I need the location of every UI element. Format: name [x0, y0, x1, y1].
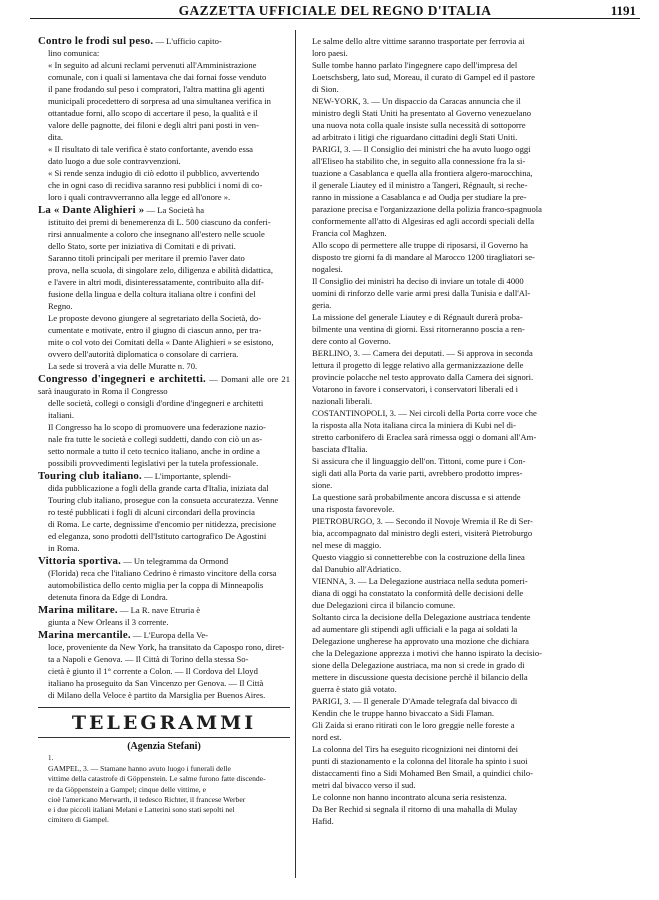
text-line [38, 336, 290, 348]
line-text: geria. [312, 300, 332, 310]
text-line [38, 641, 290, 653]
text-line [38, 35, 290, 47]
line-text: disposto tre giorni fa di mandare al Marocco 1200 tiragliatori se- [312, 252, 535, 262]
text-line [38, 47, 290, 59]
text-line [38, 604, 290, 616]
line-text: metri dal bivacco verso il sud. [312, 780, 416, 790]
text-line [302, 83, 592, 95]
text-line [302, 779, 592, 791]
line-text: una nuova nota colla quale insiste sulla necessità di sottoporre [312, 120, 526, 130]
line-text: di Milano della Veloce è partito da Marsiglia per Buenos Aires. [48, 690, 266, 700]
text-line [38, 119, 290, 131]
text-line [38, 457, 290, 469]
article-marina-militare [38, 604, 290, 628]
text-line [38, 785, 290, 795]
line-text: — L'importante, splendi- [144, 471, 231, 481]
line-text: e i due piccoli italiani Melani e Latterini sono stati sepolti nel [48, 805, 235, 815]
text-line [302, 659, 592, 671]
line-text: La questione sarà probabilmente ancora discussa e si attende [312, 492, 521, 502]
line-text: distaccamenti fino a Sidi Mohamed Ben Smail, a quindici chilo- [312, 768, 534, 778]
line-text: loro i quali contravverranno alla legge ed all'onore ». [48, 192, 231, 202]
text-line [302, 479, 592, 491]
text-line [38, 494, 290, 506]
text-line [302, 215, 592, 227]
text-line [38, 167, 290, 179]
line-text: nord est. [312, 732, 342, 742]
line-text: Le colonne non hanno incontrato alcuna seria resistenza. [312, 792, 507, 802]
text-line [302, 191, 592, 203]
text-line [38, 506, 290, 518]
line-text: comunale, con i quali si lamentava che dai fornai fosse venduto [48, 72, 267, 82]
text-line [302, 347, 592, 359]
telegram-gampel [38, 764, 290, 826]
article-heading: Touring club italiano. [38, 470, 142, 482]
text-line [302, 599, 592, 611]
text-line [302, 95, 592, 107]
line-text: PARIGI, 3. — Il generale D'Amade telegrafa dal bivacco di [312, 696, 518, 706]
text-line [38, 131, 290, 143]
line-text: ministro degli Stati Uniti ha presentato al Governo venezuelano [312, 108, 532, 118]
line-text: ad aumentare gli stipendi agli ufficiali e la paga ai soldati la [312, 624, 518, 634]
line-text: sione. [312, 480, 333, 490]
text-line [302, 815, 592, 827]
line-text: sione della Delegazione austriaca, ma non si crede in grado di [312, 660, 525, 670]
line-text: che in ogni caso di recidiva saranno resi pubblici i nomi di co- [48, 180, 263, 190]
text-line [302, 743, 592, 755]
line-text: nogalesi. [312, 264, 343, 274]
text-line [302, 203, 592, 215]
line-text: mite o col voto dei Comitati della « Dante Alighieri » se esistono, [48, 337, 274, 347]
text-line [38, 567, 290, 579]
text-line [38, 482, 290, 494]
line-text: ta a Napoli e Genova. — Il Città di Torino della stessa So- [48, 654, 249, 664]
line-text: cioè l'americano Merwarth, il tedesco Richter, il francese Werber [48, 794, 246, 804]
text-line [38, 530, 290, 542]
text-line [302, 359, 592, 371]
text-line [302, 287, 592, 299]
telegrammi-banner [38, 707, 290, 738]
text-line [302, 47, 592, 59]
text-line [38, 555, 290, 567]
text-line [302, 419, 592, 431]
line-text: Regno. [48, 301, 73, 311]
text-line [38, 83, 290, 95]
line-text: — L'ufficio capito- [155, 36, 222, 46]
article-heading: La « Dante Alighieri » [38, 204, 145, 216]
line-text: dida pubblicazione a fogli della grande carta d'Italia, iniziata dal [48, 483, 269, 493]
text-line [302, 503, 592, 515]
line-text: Questo viaggio si connetterebbe con la costruzione della linea [312, 552, 525, 562]
line-text: municipali procedettero di sorpresa ad una simultanea verifica in [48, 96, 271, 106]
line-text: mettere in discussione questa decisione perchè il bilancio della [312, 672, 528, 682]
line-text: — L'Europa della Ve- [132, 630, 209, 640]
article-heading: Congresso d'ingegneri e architetti. [38, 373, 206, 385]
text-line [302, 407, 592, 419]
text-line [38, 764, 290, 774]
line-text: GAMPEL, 3. — Stamane hanno avuto luogo i funerali delle [48, 764, 231, 773]
line-text: La colonna del Tirs ha eseguito ricognizioni nei dintorni dei [312, 744, 518, 754]
line-text: cietà è giunto il 1° corrente a Colon. — Il Cordova del Lloyd [48, 666, 258, 676]
line-text: all'Eliseo ha stabilito che, in seguito alla connessione fra la si- [312, 156, 526, 166]
line-text: ed eleganza, sono prodotti dell'Istituto cartografico De Agostini [48, 531, 267, 541]
text-line [302, 719, 592, 731]
text-line [302, 563, 592, 575]
text-line [302, 179, 592, 191]
article-marina-mercantile [38, 629, 290, 701]
text-line [38, 689, 290, 701]
text-line [38, 204, 290, 216]
text-line [38, 300, 290, 312]
line-text: (Florida) reca che l'italiano Cedrino è rimasto vincitore della corsa [48, 568, 277, 578]
line-text: « Il risultato di tale verifica è stato confortante, avendo essa [48, 144, 253, 154]
text-line [38, 348, 290, 360]
text-line [302, 71, 592, 83]
text-line [302, 119, 592, 131]
line-text: Da Ber Rechid si segnala il ritorno di una mahalla di Mulay [312, 804, 518, 814]
line-text: uomini di rinforzo delle varie armi presi dalla Tunisia e dall'Al- [312, 288, 531, 298]
text-line [302, 527, 592, 539]
line-text: basciata d'Italia. [312, 444, 368, 454]
line-text: di Sion. [312, 84, 339, 94]
text-line [302, 683, 592, 695]
line-text: stretto carbonifero di Eraclea sarà rimessa oggi o domani all'Am- [312, 432, 537, 442]
line-text: ad arbitrato i litigi che riguardano cittadini degli Stati Uniti. [312, 132, 518, 142]
text-line [38, 179, 290, 191]
text-line [302, 371, 592, 383]
text-line [38, 433, 290, 445]
line-text: — La Società ha [146, 205, 205, 215]
line-text: conformemente all'atto di Algesiras ed agli accordi speciali della [312, 216, 535, 226]
line-text: Sulle tombe hanno parlato l'ingegnere capo dell'impresa del [312, 60, 518, 70]
text-line [302, 695, 592, 707]
text-line [302, 35, 592, 47]
line-text: La sede si troverà a via delle Muratte n. 70. [48, 361, 198, 371]
line-text: La missione del generale Liautey e di Régnault durerà proba- [312, 312, 523, 322]
line-text: prova, nella scuola, di singolare zelo, diligenza e abilità didattica, [48, 265, 274, 275]
line-text: Francia col Maghzen. [312, 228, 387, 238]
line-text: ottantadue forni, allo scopo di accertare il peso, la qualità e il [48, 108, 258, 118]
text-line [38, 373, 290, 397]
line-text: Si assicura che il linguaggio dell'on. Tittoni, come pure i Con- [312, 456, 526, 466]
line-text: dita. [48, 132, 64, 142]
line-text: il generale Liautey ed il ministro a Tangeri, Régnault, si reche- [312, 180, 528, 190]
text-line [302, 611, 592, 623]
text-line [38, 815, 290, 825]
line-text: loce, proveniente da New York, ha transitato da Capospo rono, diret- [48, 642, 285, 652]
text-line [38, 240, 290, 252]
text-line [38, 324, 290, 336]
text-line [38, 143, 290, 155]
line-text: e l'avere in altri modi, disinteressatamente, contribuito alla dif- [48, 277, 264, 287]
text-line [302, 455, 592, 467]
left-column [38, 34, 290, 826]
line-text: Touring club italiano, prosegue con la consueta accuratezza. Venne [48, 495, 279, 505]
text-line [38, 629, 290, 641]
line-text: ranno in missione a Casablanca e ad Oudja per studiare la pre- [312, 192, 527, 202]
text-line [38, 107, 290, 119]
text-line [302, 107, 592, 119]
agency-mark: 1. [48, 754, 54, 762]
telegrams-continued [302, 35, 592, 827]
line-text: italiano ha proseguito da San Vincenzo per Genova. — Il Città [48, 678, 264, 688]
text-line [38, 445, 290, 457]
agency-label: (Agenzia Stefani) [127, 741, 201, 752]
text-line [302, 707, 592, 719]
text-line [302, 395, 592, 407]
line-text: dato luogo a due sole contravvenzioni. [48, 156, 181, 166]
page-header [30, 0, 640, 19]
text-line [302, 443, 592, 455]
line-text: NEW-YORK, 3. — Un dispaccio da Caracas annuncia che il [312, 96, 521, 106]
text-line [302, 227, 592, 239]
text-line [38, 276, 290, 288]
article-vittoria-sportiva [38, 555, 290, 603]
line-text: che la Delegazione apprezza i motivi che hanno ispirato la decisio- [312, 648, 543, 658]
line-text: delle società, collegi o consigli d'ordine d'ingegneri e architetti [48, 398, 264, 408]
line-text: re da Göppenstein a Gampel; cinque delle vittime, e [48, 784, 206, 794]
text-line [38, 397, 290, 409]
text-line [38, 264, 290, 276]
text-line [38, 216, 290, 228]
text-line [302, 131, 592, 143]
line-text: Il Congresso ha lo scopo di promuovere una federazione nazio- [48, 422, 266, 432]
text-line [302, 275, 592, 287]
text-line [38, 191, 290, 203]
line-text: ro testé pubblicati i fogli di alcuni circondari della provincia [48, 507, 255, 517]
text-line [302, 755, 592, 767]
line-text: la risposta alla Nota italiana circa la miniera di Kubi nel di- [312, 420, 517, 430]
article-heading: Marina mercantile. [38, 629, 131, 641]
text-line [302, 635, 592, 647]
line-text: nel mese di maggio. [312, 540, 382, 550]
line-text: — La R. nave Etruria è [119, 605, 201, 615]
text-line [302, 767, 592, 779]
text-line [302, 59, 592, 71]
text-line [302, 575, 592, 587]
line-text: Delegazione ungherese ha approvato una mozione che dichiara [312, 636, 529, 646]
text-line [38, 774, 290, 784]
text-line [302, 803, 592, 815]
text-line [302, 299, 592, 311]
line-text: Allo scopo di permettere alle truppe di riposarsi, il Governo ha [312, 240, 528, 250]
text-line [38, 542, 290, 554]
line-text: « Si rende senza indugio di ciò edotto il pubblico, avvertendo [48, 168, 260, 178]
line-text: lettura il progetto di legge relativo alla germanizzazione delle [312, 360, 524, 370]
text-line [38, 312, 290, 324]
text-line [38, 155, 290, 167]
line-text: tuazione a Casablanca e quella alla frontiera algero-marocchina, [312, 168, 533, 178]
line-text: Loetschsberg, lato sud, Moreau, il curato di Gampel ed il pastore [312, 72, 535, 82]
text-line [38, 591, 290, 603]
text-line [302, 491, 592, 503]
text-line [38, 470, 290, 482]
text-line [38, 71, 290, 83]
line-text: Le salme dello altre vittime saranno trasportate per ferrovia ai [312, 36, 525, 46]
line-text: COSTANTINOPOLI, 3. — Nei circoli della Porta corre voce che [312, 408, 537, 418]
line-text: — Un telegramma da Ormond [123, 556, 229, 566]
text-line [38, 616, 290, 628]
text-line [38, 518, 290, 530]
text-line [38, 665, 290, 677]
line-text: nale fra tutte le società e collegi suddetti, dando con ciò un as- [48, 434, 263, 444]
line-text: Kendin che le truppe hanno bivaccato a Sidi Flaman. [312, 708, 495, 718]
line-text: dal Danubio all'Adriatico. [312, 564, 402, 574]
article-heading: Marina militare. [38, 604, 118, 616]
text-line [302, 731, 592, 743]
text-line [38, 228, 290, 240]
article-dante-alighieri [38, 204, 290, 372]
line-text: il pane frodando sul peso i compratori, l'altra mattina gli agenti [48, 84, 265, 94]
text-line [302, 167, 592, 179]
line-text: in Roma. [48, 543, 80, 553]
line-text: Soltanto circa la decisione della Delegazione austriaca tendente [312, 612, 531, 622]
text-line [38, 288, 290, 300]
line-text: sigli dati alla Porta da varie parti, avrebbero prodotto impres- [312, 468, 523, 478]
line-text: BERLINO, 3. — Camera dei deputati. — Si approva in seconda [312, 348, 533, 358]
text-line [38, 805, 290, 815]
text-line [302, 587, 592, 599]
line-text: PIETROBURGO, 3. — Secondo il Novoje Wremia il Re di Ser- [312, 516, 533, 526]
text-line [38, 579, 290, 591]
text-line [302, 467, 592, 479]
line-text: detenuta finora da Edge di Londra. [48, 592, 168, 602]
text-line [302, 671, 592, 683]
text-line [302, 143, 592, 155]
line-text: — Domani alle ore 21 sarà inaugurato in Roma il Congresso [38, 374, 290, 396]
text-line [38, 653, 290, 665]
text-line [302, 791, 592, 803]
line-text: possibili provvedimenti legislativi per la tutela professionale. [48, 458, 259, 468]
text-line [38, 409, 290, 421]
text-line [302, 263, 592, 275]
line-text: VIENNA, 3. — La Delegazione austriaca nella seduta pomeri- [312, 576, 528, 586]
line-text: nazionali liberali. [312, 396, 373, 406]
text-line [38, 421, 290, 433]
line-text: setto normale a tutto il ceto tecnico italiano, anche in ordine a [48, 446, 260, 456]
line-text: PARIGI, 3. — Il Consiglio dei ministri che ha avuto luogo oggi [312, 144, 531, 154]
line-text: ovvero dell'autorità diplomatica o consolare di carriera. [48, 349, 239, 359]
line-text: parazione precisa e l'organizzazione della polizia franco-spagnuola [312, 204, 542, 214]
text-line [302, 431, 592, 443]
line-text: dello Stato, sorte per iniziativa di Comitati e di privati. [48, 241, 236, 251]
article-congresso [38, 373, 290, 469]
line-text: Il Consiglio dei ministri ha deciso di inviare un totale di 4000 [312, 276, 524, 286]
right-column [302, 34, 592, 827]
text-line [302, 239, 592, 251]
line-text: italiani. [48, 410, 75, 420]
line-text: valore delle pagnotte, dei filoni e degli altri pani posti in ven- [48, 120, 259, 130]
article-frodi [38, 35, 290, 203]
line-text: « In seguito ad alcuni reclami pervenuti all'Amministrazione [48, 60, 257, 70]
line-text: istituito dei premi di benemerenza di L. 500 ciascuno da conferi- [48, 217, 271, 227]
article-heading: Vittoria sportiva. [38, 555, 121, 567]
text-line [38, 252, 290, 264]
line-text: punti di stazionamento e la colonna del litorale ha spinto i suoi [312, 756, 528, 766]
line-text: lino comunica: [48, 48, 100, 58]
text-line [302, 323, 592, 335]
text-line [302, 311, 592, 323]
line-text: due Delegazioni circa il bilancio comune. [312, 600, 456, 610]
line-text: automobilistica dello cento miglia per la coppa di Minneapolis [48, 580, 264, 590]
line-text: giunta a New Orleans il 3 corrente. [48, 617, 169, 627]
line-text: una risposta favorevole. [312, 504, 395, 514]
text-line [302, 551, 592, 563]
line-text: cumentate e motivate, entro il giugno di ciascun anno, per tra- [48, 325, 262, 335]
line-text: fusione della lingua e della coltura italiana oltre i confini del [48, 289, 256, 299]
line-text: Votarono in favore i conservatori, i conservatori liberali ed i [312, 384, 519, 394]
line-text: Le proposte devono giungere al segretariato della Società, do- [48, 313, 262, 323]
line-text: cimitero di Gampel. [48, 815, 109, 825]
line-text: provincie polacche nel testo approvato dalla Camera dei signori. [312, 372, 534, 382]
text-line [302, 539, 592, 551]
line-text: bilmente una ventina di giorni. Essi ritorneranno poscia a ren- [312, 324, 525, 334]
text-line [38, 795, 290, 805]
line-text: bia, accompagnato dal ministro degli esteri, visiterà Pietroburgo [312, 528, 533, 538]
column-divider [295, 30, 296, 878]
text-line [302, 383, 592, 395]
text-line [302, 647, 592, 659]
line-text: loro paesi. [312, 48, 348, 58]
text-line [38, 59, 290, 71]
line-text: guerra è stato già votato. [312, 684, 397, 694]
telegrammi-title: TELEGRAMMI [71, 712, 257, 734]
line-text: rirsi annualmente a coloro che insegnano all'estero nelle scuole [48, 229, 265, 239]
text-line [302, 623, 592, 635]
text-line [38, 677, 290, 689]
page-number: 1191 [610, 3, 636, 18]
text-line [302, 251, 592, 263]
text-line [38, 360, 290, 372]
line-text: Hafid. [312, 816, 334, 826]
line-text: Gli Zaida si erano ritirati con le loro greggie nelle foreste a [312, 720, 515, 730]
article-touring-club [38, 470, 290, 554]
text-line [38, 95, 290, 107]
line-text: vittime della catastrofe di Göppenstein. Le salme furono fatte discende- [48, 774, 266, 784]
newspaper-title: GAZZETTA UFFICIALE DEL REGNO D'ITALIA [178, 3, 492, 18]
text-line [302, 515, 592, 527]
line-text: Saranno titoli principali per meritare il premio l'aver dato [48, 253, 245, 263]
article-heading: Contro le frodi sul peso. [38, 35, 154, 47]
text-line [302, 155, 592, 167]
text-line [302, 335, 592, 347]
line-text: di Roma. Le carte, degnissime d'encomio per nitidezza, precisione [48, 519, 277, 529]
line-text: dere conto al Governo. [312, 336, 391, 346]
line-text: diana di oggi ha constatato la conformità delle decisioni delle [312, 588, 524, 598]
